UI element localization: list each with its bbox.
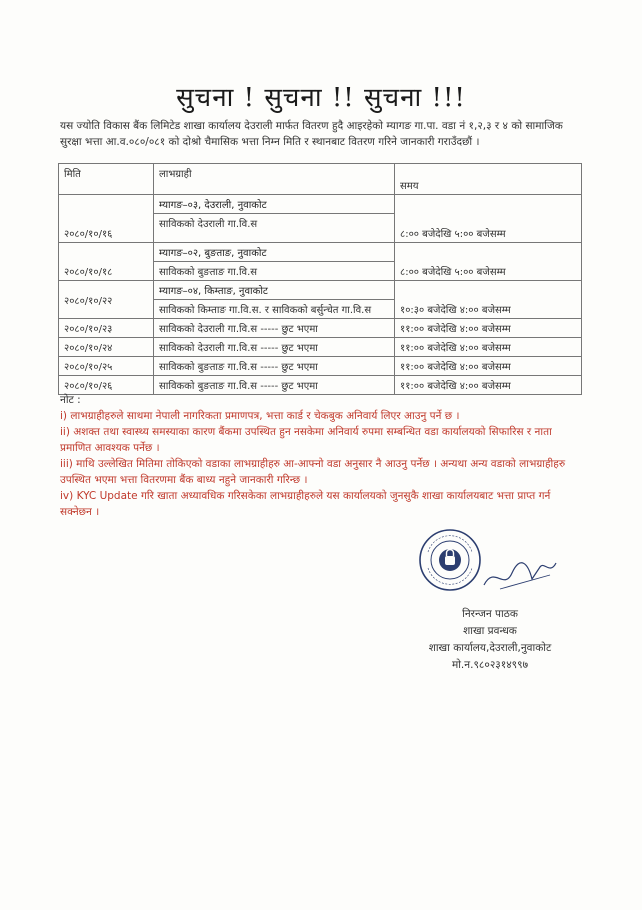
row-beneficiary: साविकको देउराली गा.वि.स ----- छुट भएमा — [154, 338, 395, 357]
header-date: मिति — [59, 164, 154, 195]
note-item-4: iv) KYC Update गरि खाता अध्यावधिक गरिसकेका लाभग्राहीहरुले यस कार्यालयको जुनसुकै शाखा कार्यालयबाट भत्ता प्राप्त गर्न सक्नेछन । — [60, 490, 551, 518]
signatory-phone: मो.न.९८०२३१४९९७ — [451, 659, 529, 671]
row-time: ११:०० बजेदेखि ४:०० बजेसम्म — [395, 319, 582, 338]
row-date: २०८०/१०/२३ — [59, 319, 154, 338]
intro-paragraph: यस ज्योति विकास बैंक लिमिटेड शाखा कार्यालय देउराली मार्फत वितरण हुदै आइरहेको म्यागङ गा.पा. वडा नं १,२,३ र ४ को सामाजिक सुरक्षा भत्ता आ.व.०८०/०८१ को दोश्रो चैमासिक भत्ता निम्न मिति र स्थानबाट वितरण गरिने जानकारी गराउँदछौं । — [60, 120, 563, 148]
distribution-schedule-table — [58, 163, 582, 395]
table-row — [59, 338, 582, 357]
note-item-1: i) लाभग्राहीहरुले साथमा नेपाली नागरिकता प्रमाणपत्र, भत्ता कार्ड र चेकबुक अनिवार्य लिएर आउनु पर्ने छ । — [60, 410, 460, 422]
header-time: समय — [395, 164, 582, 195]
table-row — [59, 319, 582, 338]
row-beneficiary: साविकको देउराली गा.वि.स ----- छुट भएमा — [154, 319, 395, 338]
row-time: ११:०० बजेदेखि ४:०० बजेसम्म — [395, 357, 582, 376]
notes-label: नोट : — [60, 394, 81, 406]
row-date: २०८०/१०/२५ — [59, 357, 154, 376]
signatory-position: शाखा प्रवन्धक — [463, 625, 517, 637]
row-date: २०८०/१०/२६ — [59, 376, 154, 395]
row-beneficiary: साविकको किम्ताङ गा.वि.स. र साविकको बर्सुन्चेत गा.वि.स — [154, 300, 395, 319]
table-row — [59, 357, 582, 376]
bank-seal-stamp — [418, 528, 482, 592]
row-time: ११:०० बजेदेखि ४:०० बजेसम्म — [395, 338, 582, 357]
row-date: २०८०/१०/२४ — [59, 338, 154, 357]
location-heading: म्यागङ–०४, किम्ताङ, नुवाकोट — [154, 281, 395, 300]
note-item-3: iii) माथि उल्लेखित मितिमा तोकिएको वडाका लाभग्राहीहरु आ-आफ्नो वडा अनुसार नै आउनु पर्नेछ । अन्यथा अन्य वडाको लाभग्राहीहरु उपस्थित भएमा भत्ता वितरणमा बैंक बाध्य नहुने जानकारी गरिन्छ । — [60, 458, 566, 486]
signatory-name: निरन्जन पाठक — [462, 608, 518, 620]
row-beneficiary: साविकको बुङताङ गा.वि.स — [154, 262, 395, 281]
header-beneficiary: लाभग्राही — [154, 164, 395, 195]
row-time: ८:०० बजेदेखि ५:०० बजेसम्म — [395, 243, 582, 281]
table-row — [59, 243, 582, 262]
row-date: २०८०/१०/१८ — [59, 243, 154, 281]
row-date: २०८०/१०/१६ — [59, 195, 154, 243]
row-beneficiary: साविकको बुङताङ गा.वि.स ----- छुट भएमा — [154, 376, 395, 395]
row-time: ११:०० बजेदेखि ४:०० बजेसम्म — [395, 376, 582, 395]
location-heading: म्यागङ–०३, देउराली, नुवाकोट — [154, 195, 395, 214]
notes-section — [60, 392, 580, 520]
location-heading: म्यागङ–०२, बुङताङ, नुवाकोट — [154, 243, 395, 262]
row-date: २०८०/१०/२२ — [59, 281, 154, 319]
table-row — [59, 281, 582, 300]
handwritten-signature — [480, 555, 560, 595]
signatory-office: शाखा कार्यालय,देउराली,नुवाकोट — [428, 642, 552, 654]
notice-title: सुचना ! सुचना !! सुचना !!! — [176, 83, 466, 113]
note-item-2: ii) अशक्त तथा स्वास्थ्य समस्याका कारण बैंकमा उपस्थित हुन नसकेमा अनिवार्य रुपमा सम्बन्धित वडा कार्यालयको सिफारिस र नाता प्रमाणित आवश्यक पर्नेछ । — [60, 426, 552, 454]
signature-block — [390, 606, 590, 674]
row-beneficiary: साविकको बुङताङ गा.वि.स ----- छुट भएमा — [154, 357, 395, 376]
row-beneficiary: साविकको देउराली गा.वि.स — [154, 214, 395, 243]
row-time: १०:३० बजेदेखि ४:०० बजेसम्म — [395, 281, 582, 319]
table-header-row — [59, 164, 582, 195]
table-row — [59, 195, 582, 214]
row-time: ८:०० बजेदेखि ५:०० बजेसम्म — [395, 195, 582, 243]
